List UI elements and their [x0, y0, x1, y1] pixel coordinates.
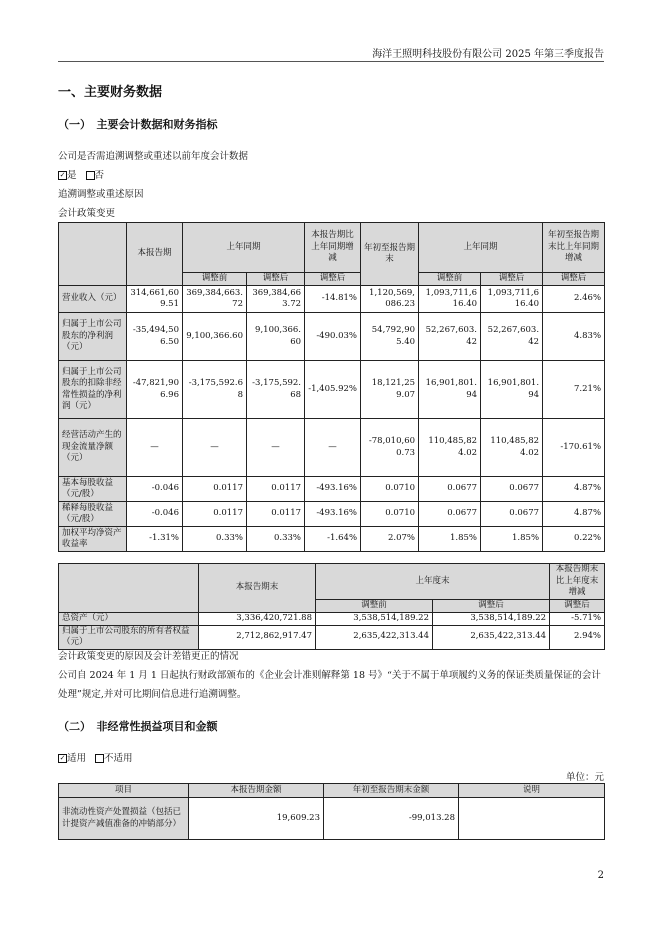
table-cell: 54,792,905.40: [361, 313, 419, 361]
table-cell: 2,712,862,917.47: [199, 625, 316, 649]
table-cell: 4.87%: [543, 477, 605, 502]
header-blank: [59, 223, 127, 286]
table-cell: 0.0677: [419, 502, 481, 527]
table-cell: 0.33%: [247, 527, 305, 552]
table-cell: -99,013.28: [324, 798, 459, 840]
table-row: [59, 361, 605, 419]
row-label: 归属于上市公司股东的净利润（元）: [59, 313, 127, 361]
table-cell: -14.81%: [305, 286, 361, 313]
table-cell: -78,010,600.73: [361, 419, 419, 477]
table-cell: 0.0710: [361, 477, 419, 502]
financial-data-table: [58, 222, 605, 552]
table-cell: —: [247, 419, 305, 477]
table-cell: —: [127, 419, 183, 477]
table-cell: 369,384,663.72: [247, 286, 305, 313]
table-cell: -493.16%: [305, 502, 361, 527]
sub-before: 调整前: [183, 273, 247, 286]
table-cell: -490.03%: [305, 313, 361, 361]
table-row: [59, 527, 605, 552]
checked-box-icon: ✓: [59, 754, 66, 762]
sub-after: 调整后: [305, 273, 361, 286]
sub-before: 调整前: [419, 273, 481, 286]
table-row: [59, 477, 605, 502]
row-label: 营业收入（元）: [59, 286, 127, 313]
not-applicable-label: 不适用: [104, 753, 133, 764]
section-title: 一、主要财务数据: [58, 85, 163, 100]
table-cell: 2.07%: [361, 527, 419, 552]
row-label: 归属于上市公司股东的所有者权益（元）: [59, 625, 199, 649]
table-cell: 3,538,514,189.22: [433, 612, 550, 625]
unchecked-box-icon: [86, 171, 95, 180]
table-cell: -3,175,592.68: [247, 361, 305, 419]
balance-table: [58, 563, 605, 650]
retro-no-label: 否: [94, 170, 105, 181]
table-cell: 1,093,711,616.40: [481, 286, 543, 313]
retro-options: [58, 167, 104, 181]
row-label: 基本每股收益（元/股）: [59, 477, 127, 502]
table-cell: 16,901,801.94: [419, 361, 481, 419]
table-cell: 3,538,514,189.22: [316, 612, 433, 625]
table-cell: -3,175,592.68: [183, 361, 247, 419]
col-ytd-amount: 年初至报告期末金额: [324, 784, 459, 798]
table-cell: -170.61%: [543, 419, 605, 477]
col-ytd-change: 年初至报告期末比上年同期增减: [543, 223, 605, 273]
retro-yes-label: 是: [67, 170, 77, 181]
table-cell: -0.046: [127, 477, 183, 502]
col-current-amount: 本报告期金额: [189, 784, 324, 798]
subsection-title: （二） 非经常性损益项目和金额: [58, 720, 218, 733]
col-prev: 上年同期: [183, 223, 305, 273]
table-cell: 0.0117: [247, 502, 305, 527]
retro-reason: 会计政策变更: [58, 208, 116, 219]
page-number: 2: [597, 870, 604, 881]
table-cell: 1.85%: [419, 527, 481, 552]
table-cell: 2,635,422,313.44: [433, 625, 550, 649]
table-cell: 0.0710: [361, 502, 419, 527]
checked-box-icon: ✓: [59, 171, 66, 179]
table-cell: —: [183, 419, 247, 477]
sub-after: 调整后: [481, 273, 543, 286]
table-cell: 9,100,366.60: [247, 313, 305, 361]
table-cell: -1.31%: [127, 527, 183, 552]
page-header: 海洋王照明科技股份有限公司 2025 年第三季度报告: [372, 49, 604, 60]
table-row: [59, 625, 605, 649]
applicable-options: [58, 750, 133, 764]
table-cell: 19,609.23: [189, 798, 324, 840]
retro-reason-label: 追溯调整或重述原因: [58, 189, 144, 200]
table-cell: -493.16%: [305, 477, 361, 502]
col-item: 项目: [59, 784, 189, 798]
table-cell: 3,336,420,721.88: [199, 612, 316, 625]
table-cell: 0.33%: [183, 527, 247, 552]
sub-after: 调整后: [433, 599, 550, 612]
table-cell: 2.94%: [550, 625, 605, 649]
table-row: [59, 286, 605, 313]
table-cell: 0.0117: [183, 502, 247, 527]
header-blank: [59, 564, 199, 613]
header-divider: [58, 61, 604, 62]
row-label: 归属于上市公司股东的扣除非经常性损益的净利润（元）: [59, 361, 127, 419]
table-cell: 110,485,824.02: [419, 419, 481, 477]
table-cell: 16,901,801.94: [481, 361, 543, 419]
table-cell: 4.83%: [543, 313, 605, 361]
subsection-title: （一） 主要会计数据和财务指标: [58, 118, 218, 131]
col-prev-ytd: 上年同期: [419, 223, 543, 273]
unchecked-box-icon: [95, 754, 104, 763]
table-cell: 0.0117: [183, 477, 247, 502]
retro-question: 公司是否需追溯调整或重述以前年度会计数据: [58, 151, 249, 162]
table-cell: 2.46%: [543, 286, 605, 313]
row-label: 经营活动产生的现金流量净额（元）: [59, 419, 127, 477]
col-note: 说明: [459, 784, 605, 798]
table-cell: -47,821,906.96: [127, 361, 183, 419]
col-change: 本报告期末比上年度末增减: [550, 564, 605, 600]
table-cell: 0.0677: [481, 477, 543, 502]
table-cell: -5.71%: [550, 612, 605, 625]
sub-before: 调整前: [316, 599, 433, 612]
table-cell: 18,121,259.07: [361, 361, 419, 419]
table-cell: [459, 798, 605, 840]
sub-after: 调整后: [550, 599, 605, 612]
table-cell: 4.87%: [543, 502, 605, 527]
col-prev-end: 上年度末: [316, 564, 550, 600]
table-cell: -0.046: [127, 502, 183, 527]
table-row: [59, 313, 605, 361]
table-cell: 0.0677: [481, 502, 543, 527]
col-change: 本报告期比上年同期增减: [305, 223, 361, 273]
sub-after: 调整后: [247, 273, 305, 286]
table-cell: 0.0677: [419, 477, 481, 502]
table-cell: —: [305, 419, 361, 477]
col-current-end: 本报告期末: [199, 564, 316, 613]
row-label: 加权平均净资产收益率: [59, 527, 127, 552]
table-cell: 1,120,569,086.23: [361, 286, 419, 313]
row-label: 非流动性资产处置损益（包括已计提资产减值准备的冲销部分）: [59, 798, 189, 840]
table-cell: 2,635,422,313.44: [316, 625, 433, 649]
applicable-label: 适用: [67, 753, 87, 764]
row-label: 总资产（元）: [59, 612, 199, 625]
table-cell: 110,485,824.02: [481, 419, 543, 477]
table-row: [59, 419, 605, 477]
unit-label: 单位：元: [565, 772, 604, 783]
table-row: [59, 798, 605, 840]
table-cell: 1,093,711,616.40: [419, 286, 481, 313]
table-cell: -35,494,506.50: [127, 313, 183, 361]
table-cell: 9,100,366.60: [183, 313, 247, 361]
table-cell: 314,661,609.51: [127, 286, 183, 313]
policy-note-title: 会计政策变更的原因及会计差错更正的情况: [58, 651, 239, 662]
sub-after: 调整后: [543, 273, 605, 286]
table-cell: 0.0117: [247, 477, 305, 502]
table-row: [59, 612, 605, 625]
table-cell: 0.22%: [543, 527, 605, 552]
table-cell: -1,405.92%: [305, 361, 361, 419]
table-cell: 7.21%: [543, 361, 605, 419]
col-ytd: 年初至报告期末: [361, 223, 419, 286]
table-cell: 52,267,603.42: [419, 313, 481, 361]
table-row: [59, 502, 605, 527]
col-current: 本报告期: [127, 223, 183, 286]
row-label: 稀释每股收益（元/股）: [59, 502, 127, 527]
table-cell: 1.85%: [481, 527, 543, 552]
policy-note: 公司自 2024 年 1 月 1 日起执行财政部颁布的《企业会计准则解释第 18 号》“关于不属于单项履约义务的保证类质量保证的会计处理”规定,并对可比期间信息进行追溯调整。: [58, 670, 601, 700]
table-cell: 52,267,603.42: [481, 313, 543, 361]
non-recurring-table: [58, 783, 605, 840]
table-cell: -1.64%: [305, 527, 361, 552]
table-cell: 369,384,663.72: [183, 286, 247, 313]
